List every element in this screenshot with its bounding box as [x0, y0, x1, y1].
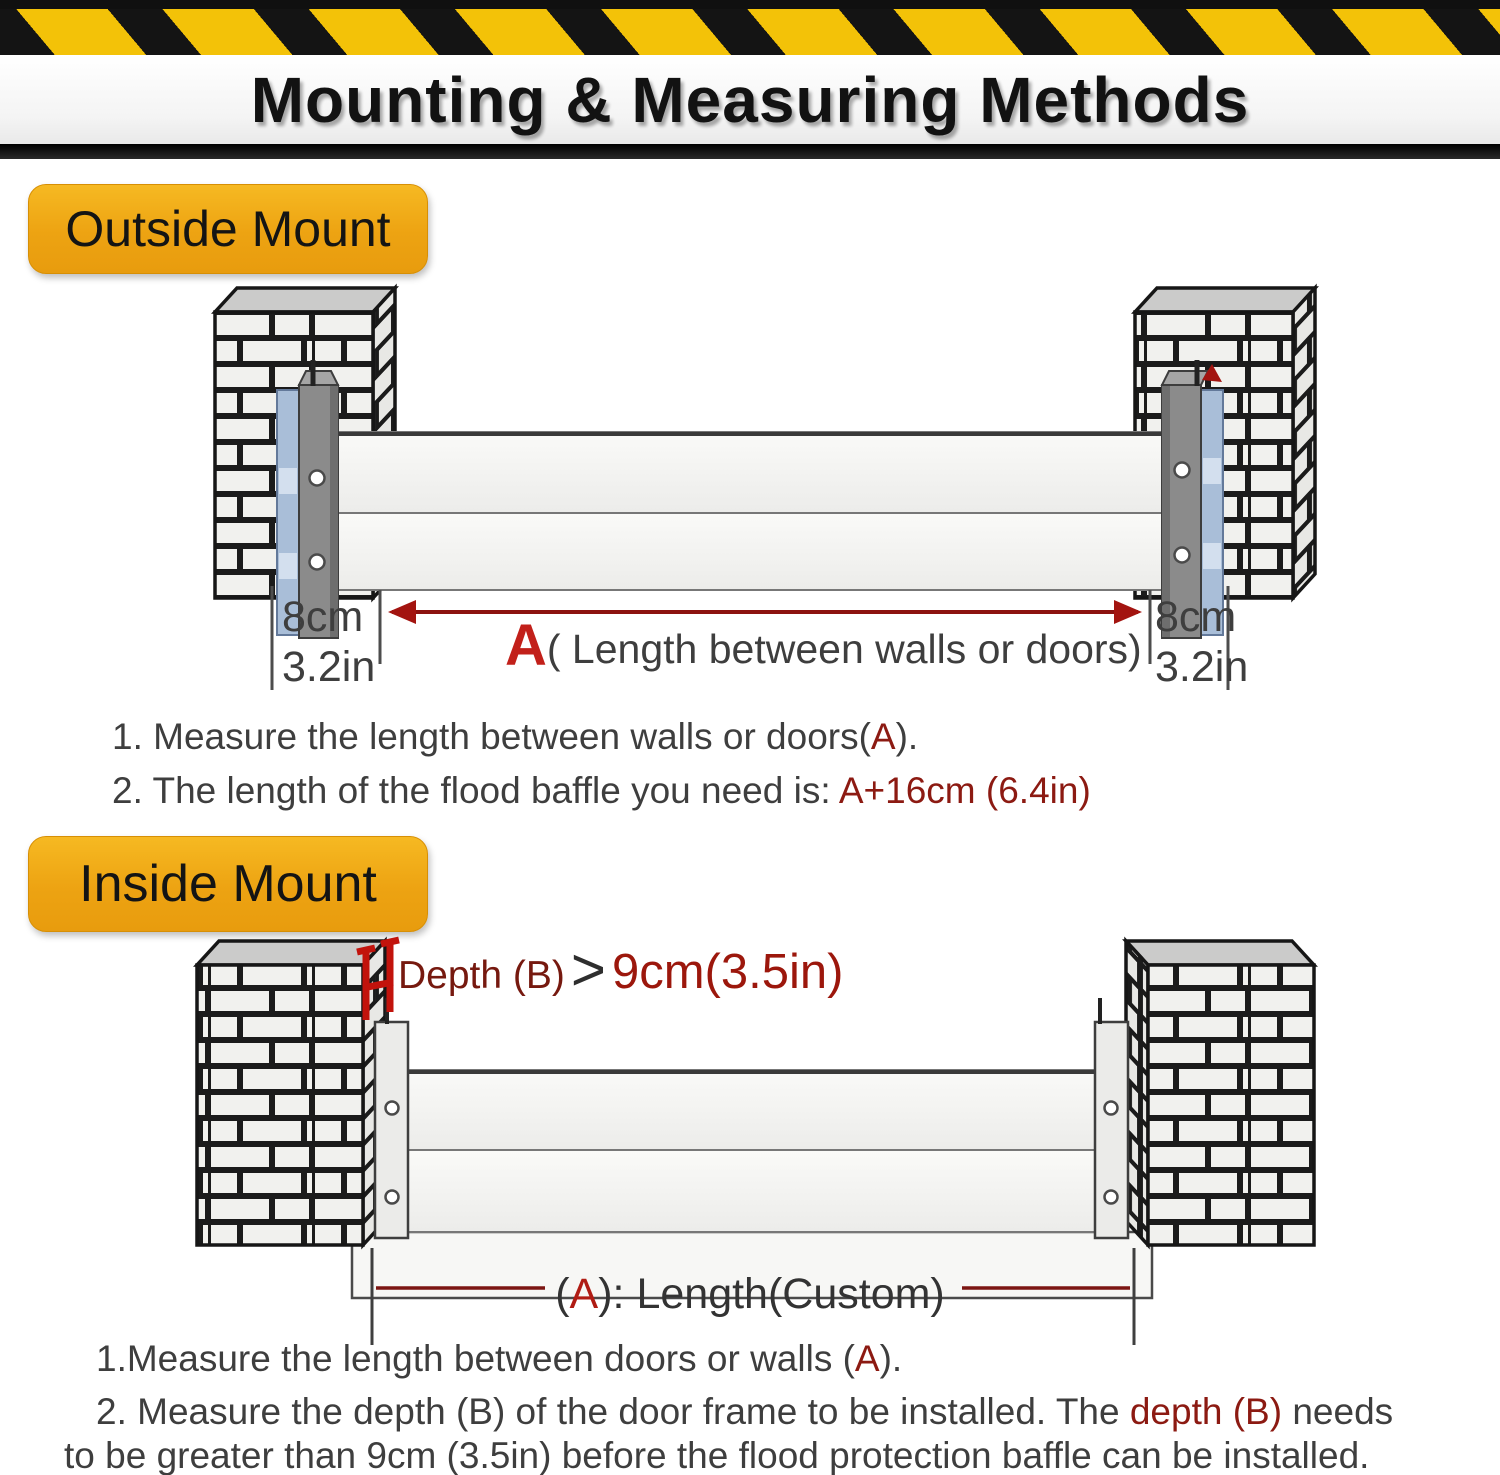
outside-dim-right: 8cm 3.2in	[1155, 593, 1249, 691]
outside-mount-steps	[112, 710, 1091, 818]
inside-left-bracket	[375, 998, 408, 1238]
inside-right-pillar	[1126, 941, 1314, 1245]
inside-left-pillar	[197, 941, 385, 1245]
outside-length-label: A ( Length between walls or doors)	[505, 613, 1142, 678]
outside-dim-left: 8cm 3.2in	[282, 593, 376, 691]
inside-mount-step-1: 1.Measure the length between doors or walls (A).	[96, 1338, 903, 1379]
title-band	[0, 55, 1500, 144]
inside-depth-label: Depth (B) > 9cm(3.5in)	[398, 936, 844, 1003]
outside-step-1: 1. Measure the length between walls or doors(A).	[112, 716, 919, 757]
inside-baffle-panels	[408, 1070, 1095, 1232]
inside-mount-step-2: 2. Measure the depth (B) of the door frame to be installed. The depth (B) needs to be greater than 9cm (3.5in) before the flood protection baffle can be installed.	[64, 1391, 1394, 1475]
inside-length-label: (A): Length(Custom)	[555, 1270, 945, 1318]
hazard-stripe	[0, 0, 1500, 55]
outside-mount-badge: Outside Mount	[28, 184, 428, 274]
flood-baffle-panels	[338, 432, 1162, 590]
inside-right-bracket	[1095, 998, 1128, 1238]
page-title: Mounting & Measuring Methods	[250, 63, 1250, 136]
inside-mount-badge: Inside Mount	[28, 836, 428, 932]
outside-step-2: 2. The length of the flood baffle you need is: A+16cm (6.4in)	[112, 770, 1091, 811]
banner-divider	[0, 144, 1500, 159]
